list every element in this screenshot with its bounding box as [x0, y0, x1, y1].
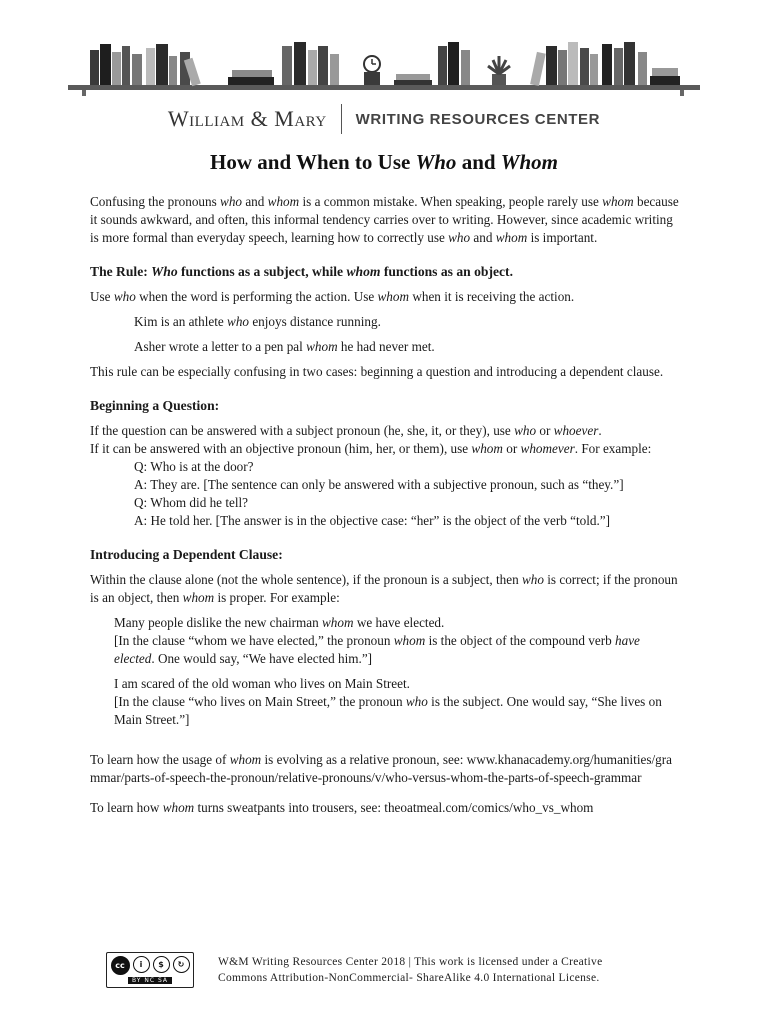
rule-example-2: Asher wrote a letter to a pen pal whom he had never met. [134, 339, 435, 354]
document-body [90, 193, 680, 817]
question-example-a2: A: He told her. [The answer is in the objective case: “her” is the object of the verb “told.”] [134, 513, 611, 528]
clause-example-1: Many people dislike the new chairman whom we have elected. [114, 615, 445, 630]
license-footer [106, 950, 706, 990]
attribution-icon: i [133, 956, 150, 973]
sharealike-icon: ↻ [173, 956, 190, 973]
question-example-a1: A: They are. [The sentence can only be answered with a subjective pronoun, such as “they.”] [134, 477, 624, 492]
question-example-q2: Q: Whom did he tell? [134, 495, 249, 510]
rule-text: Use who when the word is performing the action. Use whom when it is receiving the action. [90, 289, 575, 304]
license-text [218, 954, 603, 986]
rule-note: This rule can be especially confusing in two cases: beginning a question and introducing a dependent clause. [90, 364, 664, 379]
brand-divider [341, 104, 342, 134]
clause-example-2-note: [In the clause “who lives on Main Street,” the pronoun who is the subject. One would say, “She lives on Main Street.”] [114, 694, 662, 727]
clause-example-2: I am scared of the old woman who lives on Main Street. [114, 676, 410, 691]
cc-icon: cc [111, 956, 130, 975]
rule-example-1: Kim is an athlete who enjoys distance running. [134, 314, 381, 329]
oatmeal-url[interactable]: theoatmeal.com/comics/who_vs_whom [384, 800, 594, 815]
resource-link-khan: To learn how the usage of whom is evolving as a relative pronoun, see: www.khanacademy.org/humanities/grammar/parts-of-speech-the-pronoun/relative-pronouns/v/who-versus-whom-the-parts-of-speech-grammar [90, 752, 672, 785]
noncommercial-icon: $ [153, 956, 170, 973]
resource-link-oatmeal: To learn how whom turns sweatpants into trousers, see: theoatmeal.com/comics/who_vs_whom [90, 800, 594, 815]
rule-heading: The Rule: Who functions as a subject, while whom functions as an object. [90, 264, 513, 279]
question-line-2: If it can be answered with an objective pronoun (him, her, or them), use whom or whomever. For example: [90, 441, 652, 456]
clause-example-1-note: [In the clause “whom we have elected,” the pronoun whom is the object of the compound verb have elected. One would say, “We have elected him.”] [114, 633, 640, 666]
bookshelf-illustration [68, 36, 700, 96]
page-title: How and When to Use Who and Whom [210, 150, 558, 174]
intro-paragraph: Confusing the pronouns who and whom is a common mistake. When speaking, people rarely use whom because it sounds awkward, and often, this informal tendency carries over to writing. However, since academic writing is more formal than everyday speech, learning how to correctly use who and whom is important. [90, 194, 679, 245]
license-line-2: Commons Attribution-NonCommercial- ShareAlike 4.0 International License. [218, 972, 600, 984]
question-heading: Beginning a Question: [90, 398, 220, 413]
brand-header [68, 102, 700, 136]
center-name: WRITING RESOURCES CENTER [355, 110, 601, 128]
question-line-1: If the question can be answered with a subject pronoun (he, she, it, or they), use who or whoever. [90, 423, 602, 438]
khan-academy-url[interactable]: www.khanacademy.org/humanities/grammar/parts-of-speech-the-pronoun/relative-pronouns/v/who-versus-whom-the-parts-of-speech-grammar [90, 752, 672, 785]
clause-heading: Introducing a Dependent Clause: [90, 547, 283, 562]
license-line-1: W&M Writing Resources Center 2018 | This work is licensed under a Creative [218, 956, 603, 968]
creative-commons-badge [106, 952, 194, 988]
clause-paragraph: Within the clause alone (not the whole sentence), if the pronoun is a subject, then who is correct; if the pronoun is an object, then whom is proper. For example: [90, 572, 678, 605]
question-example-q1: Q: Who is at the door? [134, 459, 254, 474]
university-logo-text: William & Mary [167, 106, 327, 131]
cc-badge-label: BY NC SA [128, 977, 172, 984]
